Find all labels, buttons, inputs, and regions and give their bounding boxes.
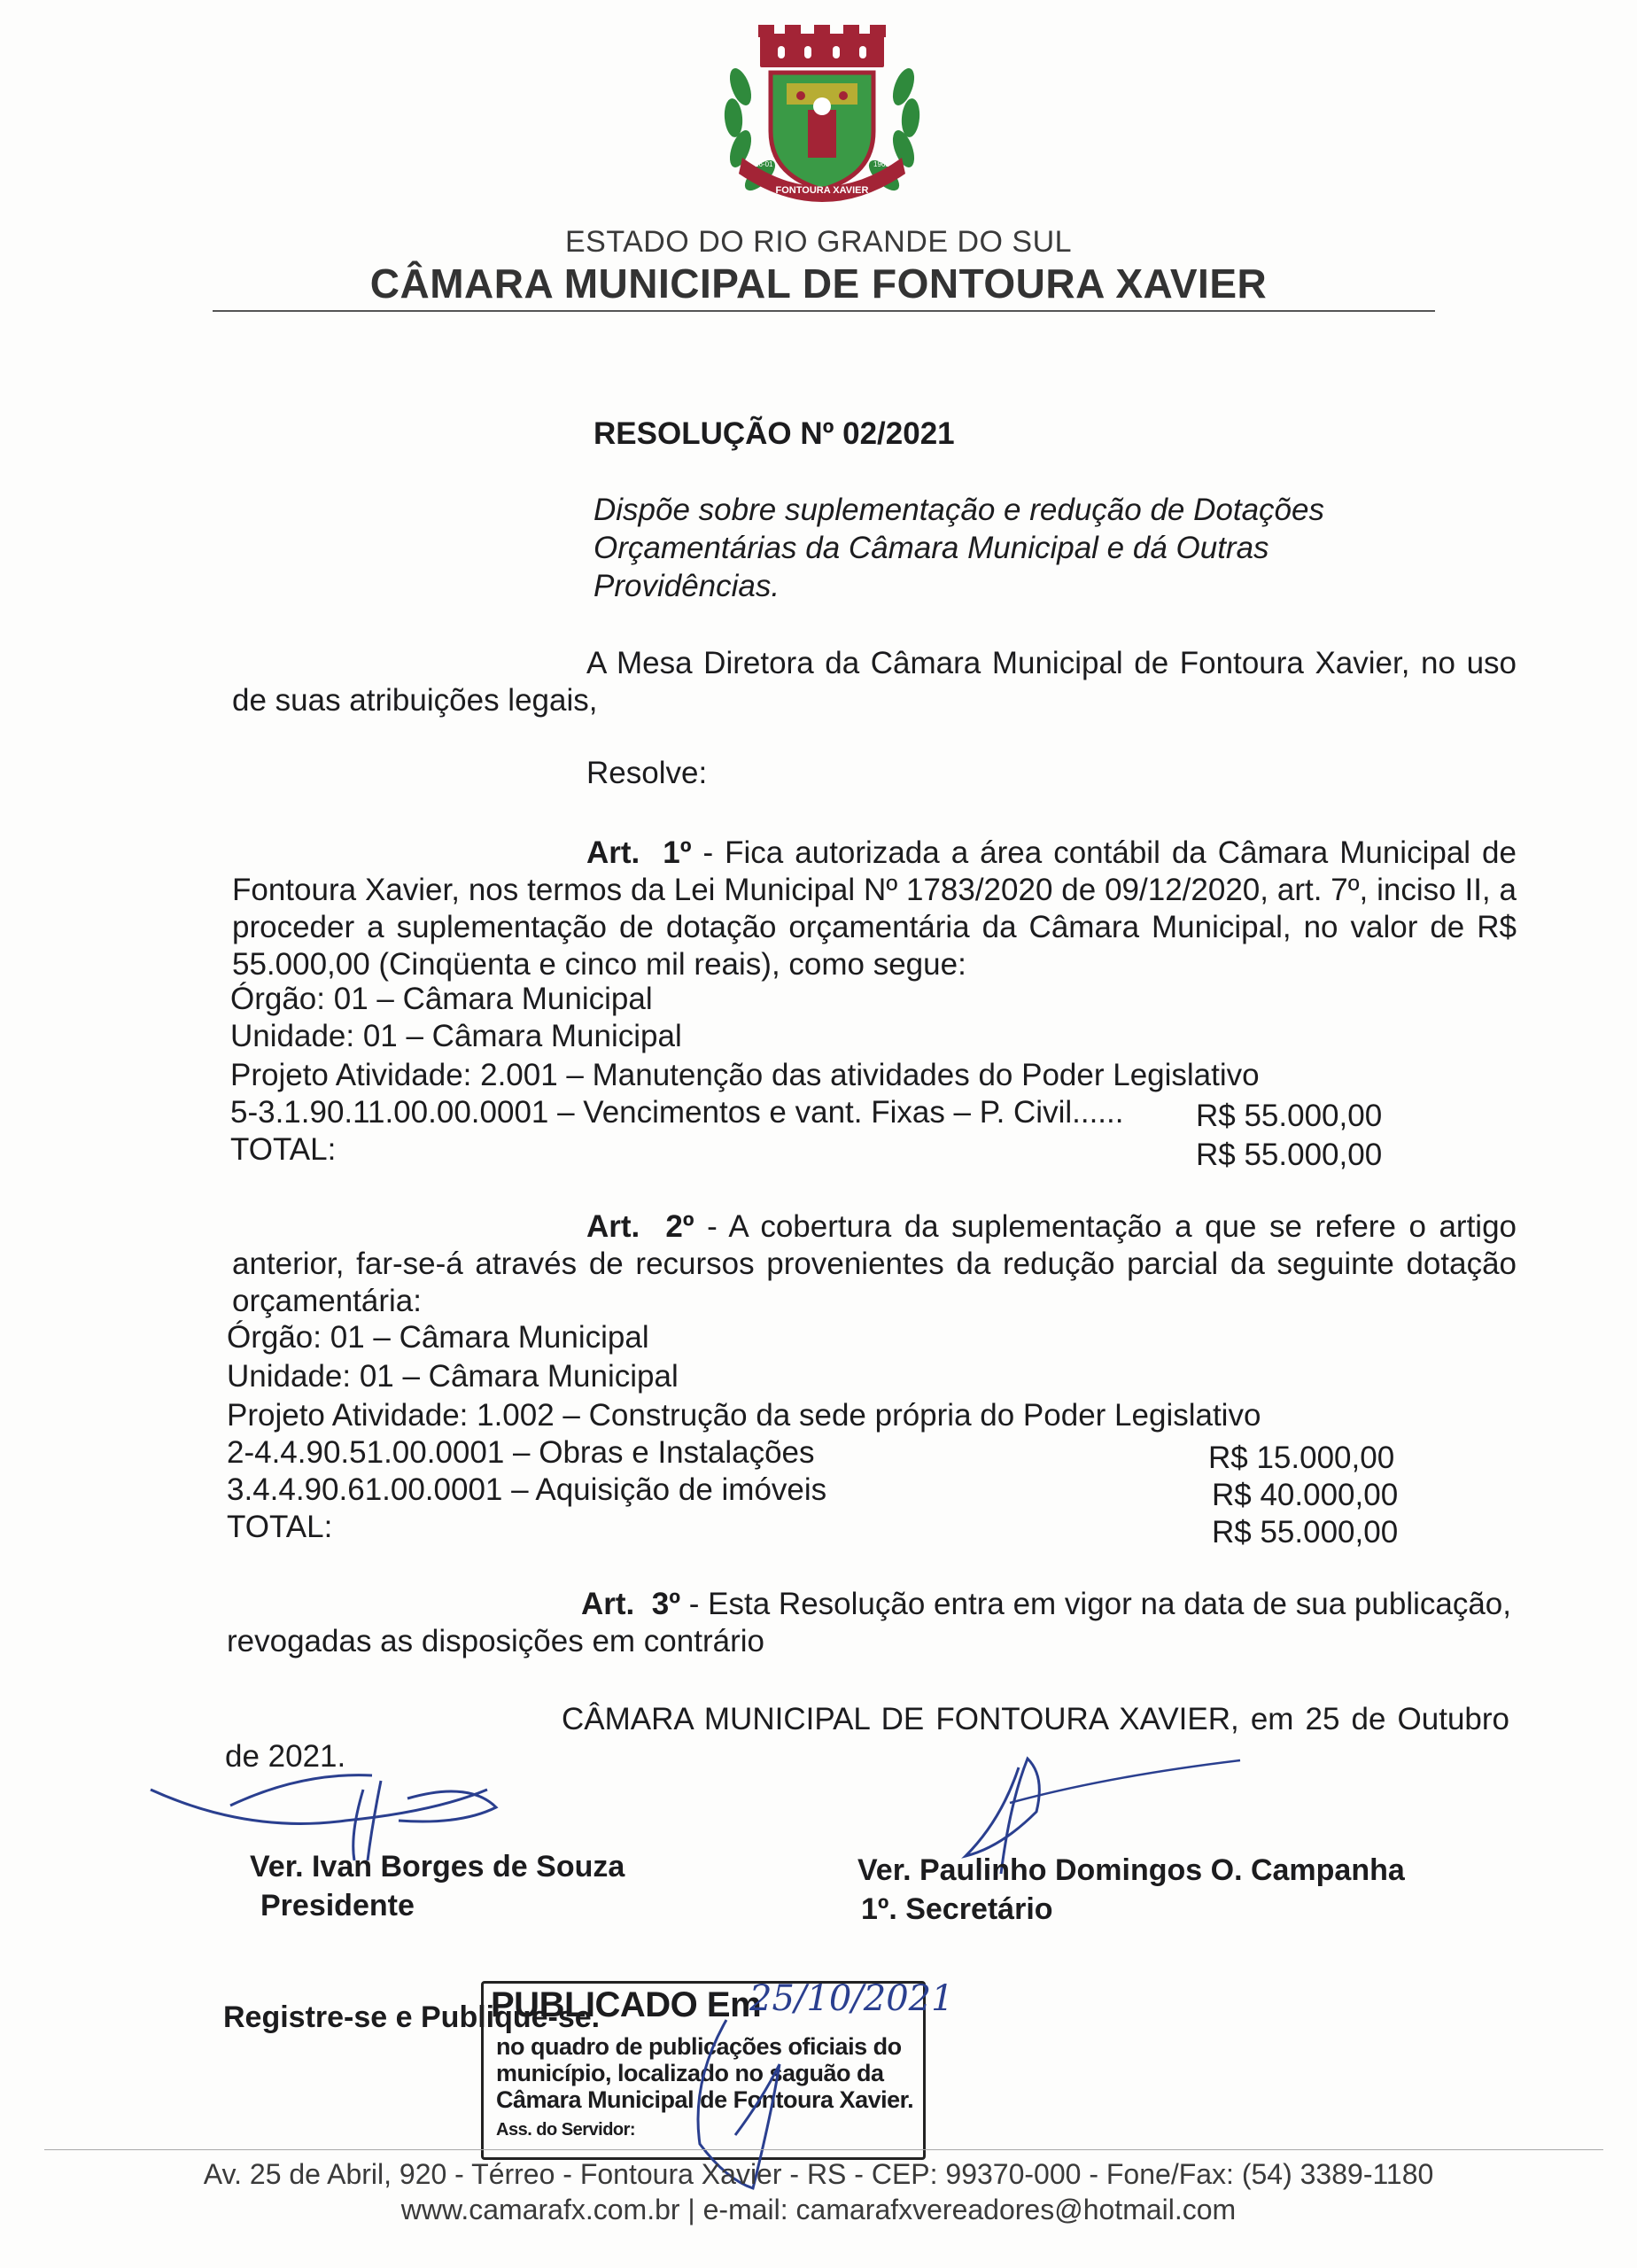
article-2-text: - A cobertura da suplementação a que se refere o artigo anterior, far-se-á através de recursos provenientes da redução parcial da seguinte dotação orçamentária: (232, 1209, 1517, 1318)
article-1-number: 1º (663, 835, 692, 870)
stamp-line-4: Ass. do Servidor: (496, 2120, 636, 2140)
header-divider (213, 310, 1435, 312)
footer-address: Av. 25 de Abril, 920 - Térreo - Fontoura Xavier - RS - CEP: 99370-000 - Fone/Fax: (54) 3389-1180 (203, 2158, 1434, 2190)
article-1-total-value: R$ 55.000,00 (1196, 1138, 1383, 1172)
president-name: Ver. Ivan Borges de Souza (250, 1850, 625, 1884)
footer-divider (44, 2149, 1603, 2150)
article-3-label: Art. (581, 1587, 635, 1621)
article-3-text: - Esta Resolução entra em vigor na data de sua publicação, revogadas as disposições em contrário (227, 1587, 1511, 1658)
closing-paragraph: CÂMARA MUNICIPAL DE FONTOURA XAVIER, em 25 de Outubro de 2021. (225, 1702, 1509, 1774)
article-1-paragraph (232, 835, 1517, 983)
footer-web: www.camarafx.com.br | e-mail: camarafxvereadores@hotmail.com (400, 2194, 1237, 2225)
article-2-item-1-value: R$ 15.000,00 (1208, 1441, 1395, 1475)
resolution-title: RESOLUÇÃO Nº 02/2021 (594, 416, 955, 451)
crest-ribbon-text: FONTOURA XAVIER (775, 185, 869, 196)
crest-left-year: 16-01 (755, 160, 773, 168)
secretary-role: 1º. Secretário (861, 1892, 1053, 1926)
article-2-item-1: 2-4.4.90.51.00.0001 – Obras e Instalações (227, 1435, 815, 1470)
article-2-projeto: Projeto Atividade: 1.002 – Construção da sede própria do Poder Legislativo (227, 1398, 1261, 1433)
stamp-handwritten-date: 25/10/2021 (749, 1978, 954, 2019)
article-2-unidade: Unidade: 01 – Câmara Municipal (227, 1359, 679, 1394)
article-2-number: 2º (665, 1209, 694, 1244)
article-1-text: - Fica autorizada a área contábil da Câmara Municipal de Fontoura Xavier, nos termos da Lei Municipal Nº 1783/2020 de 09/12/2020, art. 7º, inciso II, a proceder a suplementação de dotação orçamentária da Câmara Municipal, no valor de R$ 55.000,00 (Cinqüenta e cinco mil reais), como segue: (232, 835, 1517, 982)
stamp-line-1: no quadro de publicações oficiais do (496, 2033, 902, 2060)
article-1-orgao: Órgão: 01 – Câmara Municipal (230, 982, 653, 1016)
stamp-heading: PUBLICADO Em (491, 1985, 762, 2024)
article-2-total-label: TOTAL: (227, 1510, 333, 1544)
article-1-item-value: R$ 55.000,00 (1196, 1099, 1383, 1133)
municipal-coat-of-arms-icon (716, 25, 928, 211)
register-note: Registre-se e Publique-se. (223, 2000, 601, 2034)
state-name: ESTADO DO RIO GRANDE DO SUL (564, 225, 1073, 259)
article-1-item: 5-3.1.90.11.00.00.0001 – Vencimentos e vant. Fixas – P. Civil...... (230, 1095, 1124, 1130)
resolution-ementa: Dispõe sobre suplementação e redução de Dotações Orçamentárias da Câmara Municipal e dá Outras Providências. (594, 493, 1324, 603)
stamp-line-3: Câmara Municipal de Fontoura Xavier. (496, 2086, 914, 2113)
article-2-total-value: R$ 55.000,00 (1212, 1515, 1399, 1550)
secretary-name: Ver. Paulinho Domingos O. Campanha (857, 1853, 1405, 1887)
chamber-name: CÂMARA MUNICIPAL DE FONTOURA XAVIER (369, 260, 1268, 307)
crest-right-year: 1965 (873, 160, 889, 168)
resolve-label: Resolve: (586, 756, 708, 790)
article-1-total-label: TOTAL: (230, 1132, 337, 1167)
article-2-paragraph (232, 1208, 1517, 1320)
article-2-item-2-value: R$ 40.000,00 (1212, 1478, 1399, 1512)
article-1-unidade: Unidade: 01 – Câmara Municipal (230, 1019, 682, 1053)
article-3-paragraph (227, 1586, 1511, 1660)
article-2-label: Art. (586, 1209, 640, 1244)
president-role: Presidente (260, 1889, 415, 1922)
article-2-item-2: 3.4.4.90.61.00.0001 – Aquisição de imóveis (227, 1472, 827, 1507)
stamp-line-2: município, localizado no saguão da (496, 2060, 884, 2086)
intro-paragraph: A Mesa Diretora da Câmara Municipal de Fontoura Xavier, no uso de suas atribuições legais, (232, 646, 1517, 718)
article-3-number: 3º (651, 1587, 681, 1621)
article-1-label: Art. (586, 835, 640, 870)
article-1-projeto: Projeto Atividade: 2.001 – Manutenção das atividades do Poder Legislativo (230, 1058, 1260, 1092)
article-2-orgao: Órgão: 01 – Câmara Municipal (227, 1320, 649, 1355)
